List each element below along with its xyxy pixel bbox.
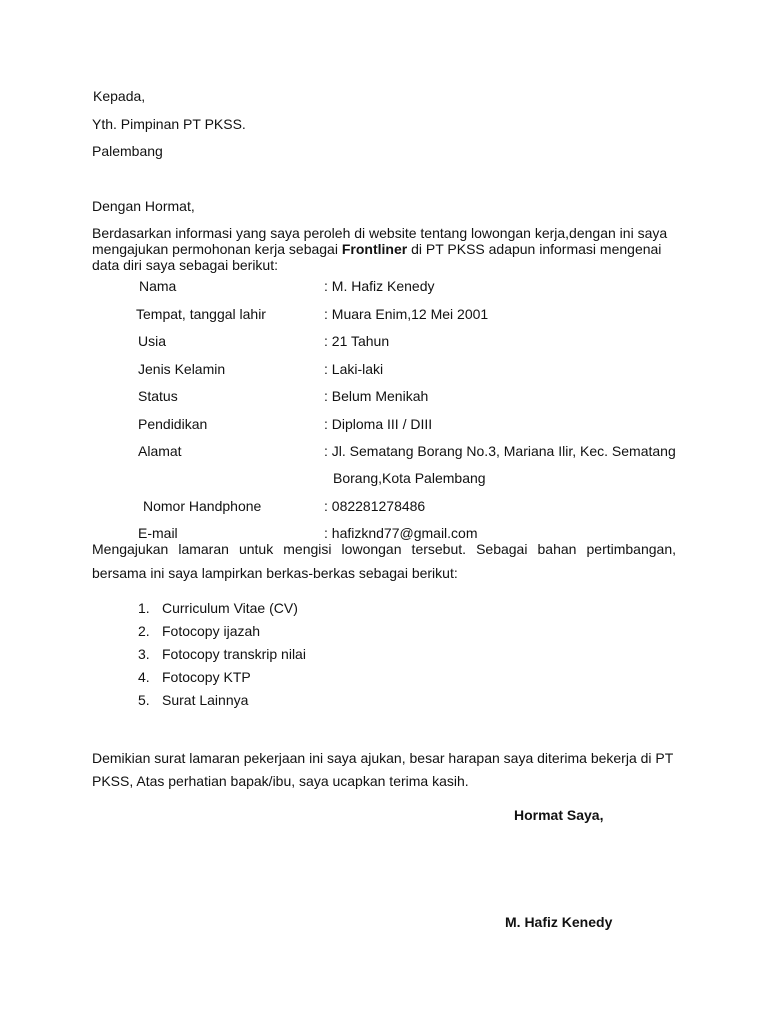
addressee-recipient: Yth. Pimpinan PT PKSS. bbox=[92, 116, 246, 132]
field-value-nomor-handphone: : 082281278486 bbox=[324, 498, 426, 514]
greeting: Dengan Hormat, bbox=[92, 198, 195, 214]
field-label-email: E-mail bbox=[138, 525, 178, 541]
field-value-nama: : M. Hafiz Kenedy bbox=[324, 278, 435, 294]
attachment-number: 2. bbox=[138, 623, 150, 639]
field-value-usia: : 21 Tahun bbox=[324, 333, 390, 349]
field-label-nama: Nama bbox=[139, 278, 177, 294]
field-label-ttl: Tempat, tanggal lahir bbox=[136, 306, 266, 322]
closing-line-2: PKSS, Atas perhatian bapak/ibu, saya ucapkan terima kasih. bbox=[92, 773, 469, 789]
field-label-pendidikan: Pendidikan bbox=[138, 416, 208, 432]
field-label-jenis-kelamin: Jenis Kelamin bbox=[138, 361, 226, 377]
application-line-2: bersama ini saya lampirkan berkas-berkas sebagai berikut: bbox=[92, 565, 458, 581]
attachment-number: 5. bbox=[138, 692, 150, 708]
position-title: Frontliner bbox=[341, 241, 408, 257]
closing-line-1: Demikian surat lamaran pekerjaan ini saya ajukan, besar harapan saya diterima bekerja di PT bbox=[92, 750, 674, 766]
attachment-item: Fotocopy KTP bbox=[162, 669, 251, 685]
intro-line-1: Berdasarkan informasi yang saya peroleh di website tentang lowongan kerja,dengan ini saya bbox=[92, 225, 668, 241]
field-value-email: : hafizknd77@gmail.com bbox=[324, 525, 478, 541]
application-line-1: Mengajukan lamaran untuk mengisi lowongan tersebut. Sebagai bahan pertimbangan, bbox=[92, 541, 676, 557]
addressee-to: Kepada, bbox=[93, 88, 146, 104]
field-label-nomor-handphone: Nomor Handphone bbox=[143, 498, 262, 514]
intro-line-2-post: di PT PKSS adapun informasi mengenai bbox=[407, 241, 662, 257]
attachment-item: Fotocopy transkrip nilai bbox=[162, 646, 306, 662]
attachment-item: Surat Lainnya bbox=[162, 692, 249, 708]
field-value-alamat-cont: Borang,Kota Palembang bbox=[333, 470, 486, 486]
attachment-item: Curriculum Vitae (CV) bbox=[162, 600, 298, 616]
addressee-city: Palembang bbox=[92, 143, 163, 159]
field-value-status: : Belum Menikah bbox=[324, 388, 429, 404]
intro-line-3: data diri saya sebagai berikut: bbox=[92, 257, 278, 273]
attachment-number: 1. bbox=[138, 600, 150, 616]
attachment-number: 3. bbox=[138, 646, 150, 662]
field-value-alamat: : Jl. Sematang Borang No.3, Mariana Ilir, Kec. Sematang bbox=[324, 443, 676, 459]
field-label-usia: Usia bbox=[138, 333, 167, 349]
intro-line-2-pre: mengajukan permohonan kerja sebagai bbox=[92, 241, 342, 257]
signature-name: M. Hafiz Kenedy bbox=[505, 914, 613, 930]
field-value-jenis-kelamin: : Laki-laki bbox=[324, 361, 384, 377]
attachment-item: Fotocopy ijazah bbox=[162, 623, 261, 639]
field-value-ttl: : Muara Enim,12 Mei 2001 bbox=[324, 306, 489, 322]
field-label-alamat: Alamat bbox=[138, 443, 182, 459]
signature-salutation: Hormat Saya, bbox=[514, 807, 604, 823]
field-label-status: Status bbox=[138, 388, 178, 404]
intro-line-2 bbox=[92, 241, 661, 257]
attachment-number: 4. bbox=[138, 669, 150, 685]
field-value-pendidikan: : Diploma III / DIII bbox=[324, 416, 433, 432]
